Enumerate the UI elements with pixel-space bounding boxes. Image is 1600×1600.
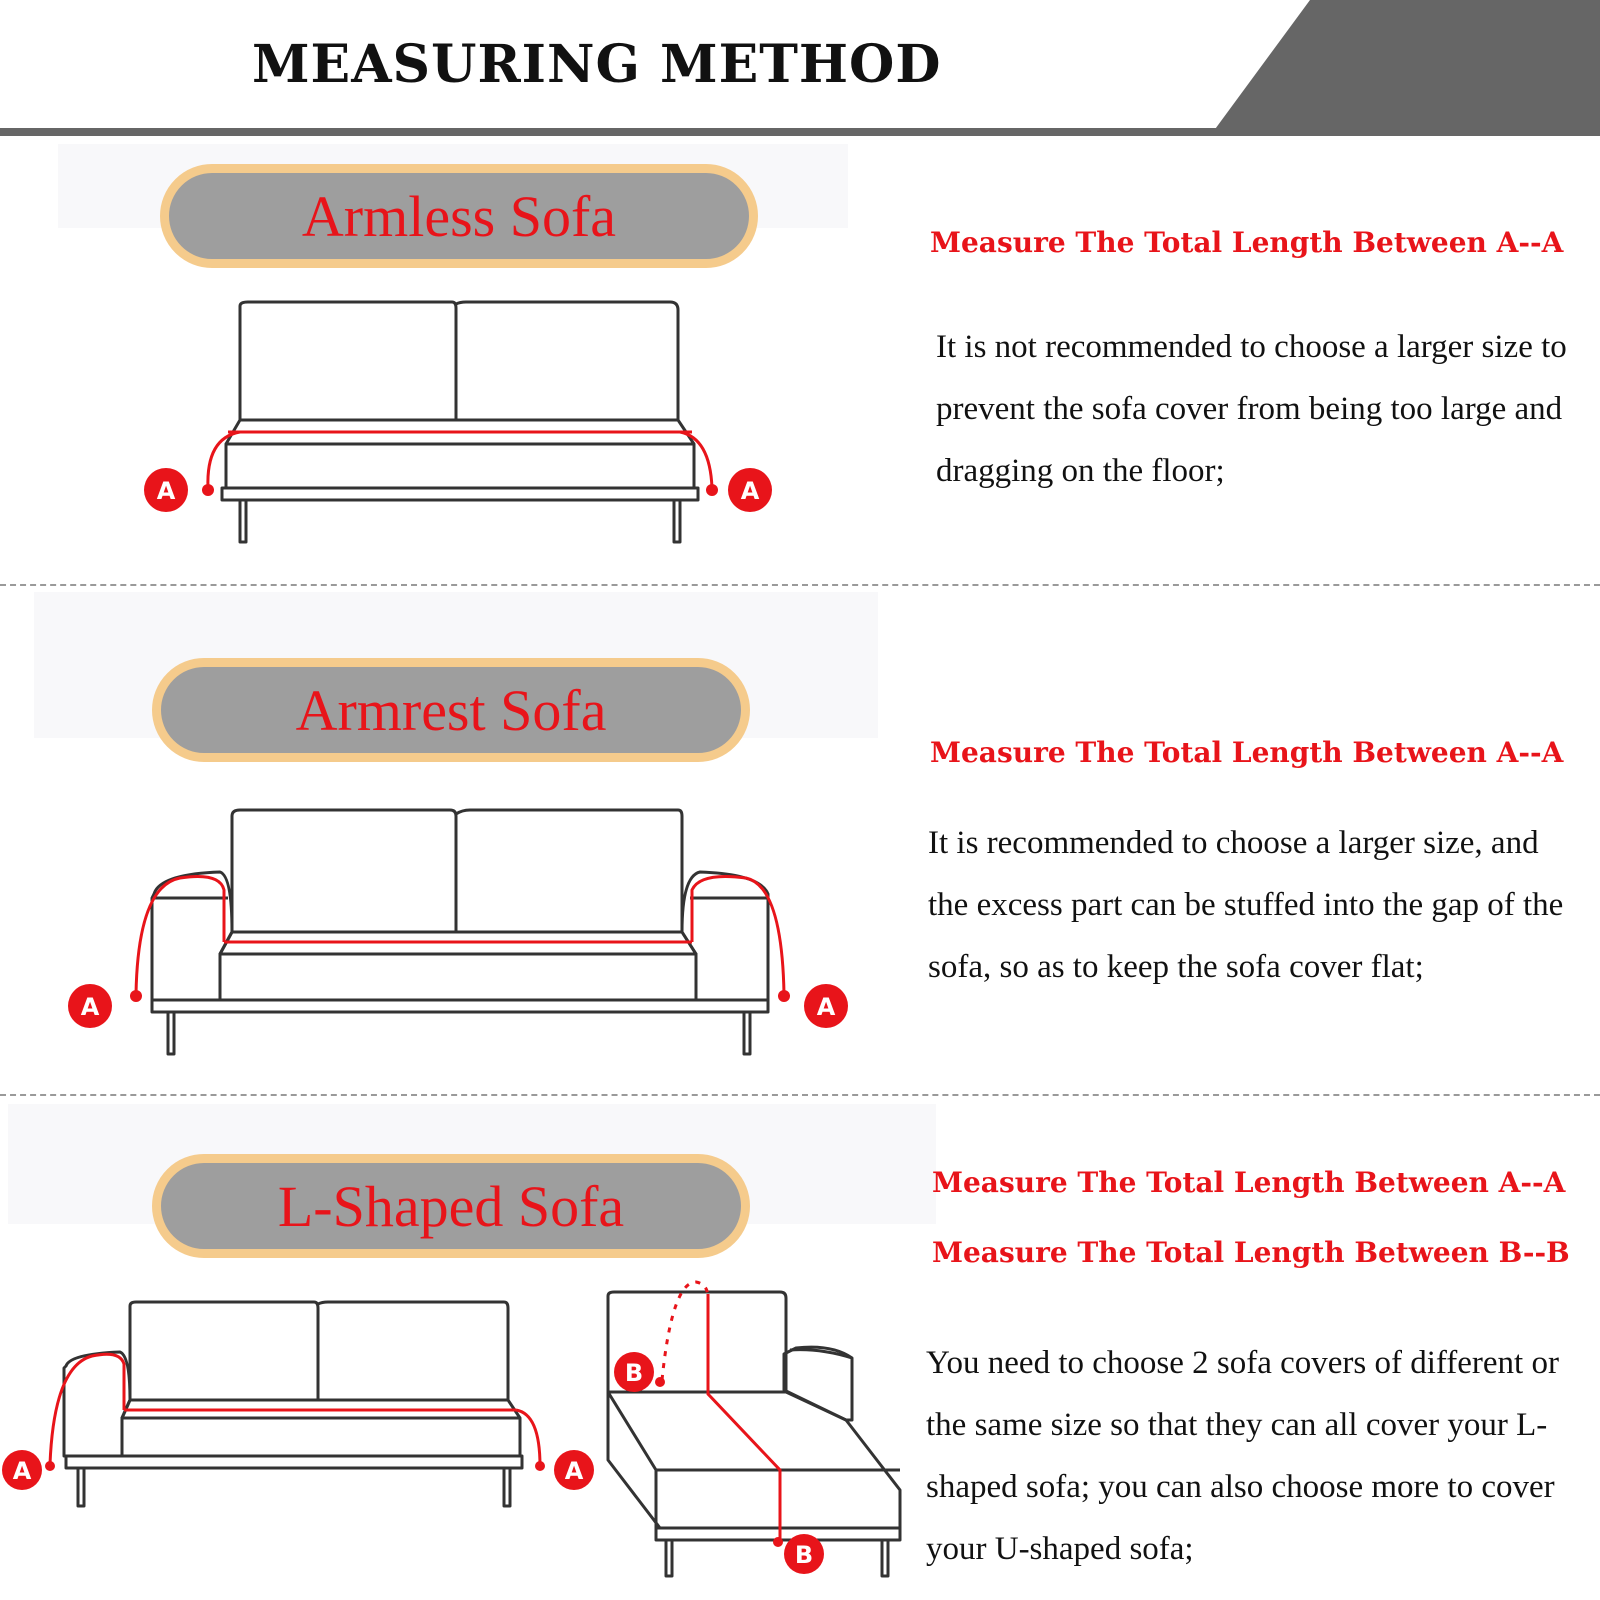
svg-text:B: B — [624, 1359, 644, 1387]
armrest-sofa-diagram — [60, 806, 860, 1066]
svg-text:A: A — [564, 1457, 584, 1485]
svg-text:A: A — [740, 477, 760, 505]
armless-sofa-pill — [160, 164, 758, 268]
marker-a-right — [554, 1450, 594, 1490]
marker-b-bottom — [784, 1534, 824, 1574]
marker-a-right — [728, 468, 772, 512]
lshaped-sofa-pill — [152, 1154, 750, 1258]
svg-text:B: B — [794, 1541, 814, 1569]
marker-a-left — [68, 984, 112, 1028]
svg-text:A: A — [156, 477, 176, 505]
page-title: MEASURING METHOD — [252, 34, 942, 95]
section-divider — [0, 584, 1600, 586]
section-divider — [0, 1094, 1600, 1096]
svg-text:A: A — [80, 993, 100, 1021]
lshaped-sofa-label: L-Shaped Sofa — [277, 1173, 625, 1239]
armless-headline: Measure The Total Length Between A--A — [930, 226, 1564, 259]
armless-description: It is not recommended to choose a larger size to prevent the sofa cover from being too large and dragging on the floor; — [936, 329, 1567, 489]
lshaped-chaise-diagram — [600, 1270, 910, 1590]
lshaped-headline-b: Measure The Total Length Between B--B — [932, 1236, 1570, 1269]
armless-sofa-label: Armless Sofa — [301, 183, 617, 249]
lshaped-description: You need to choose 2 sofa covers of different or the same size so that they can all cover your L-shaped sofa; you can also choose more to cover your U-shaped sofa; — [926, 1345, 1559, 1567]
marker-b-top — [614, 1352, 654, 1392]
svg-text:A: A — [816, 993, 836, 1021]
header-underline-bar — [0, 128, 1600, 136]
svg-text:A: A — [12, 1457, 32, 1485]
marker-a-left — [144, 468, 188, 512]
armrest-sofa-label: Armrest Sofa — [295, 677, 607, 743]
armrest-sofa-pill — [152, 658, 750, 762]
lshaped-front-diagram — [0, 1296, 600, 1516]
marker-a-left — [2, 1450, 42, 1490]
header — [0, 0, 1600, 136]
marker-a-right — [804, 984, 848, 1028]
armrest-description: It is recommended to choose a larger size, and the excess part can be stuffed into the gap of the sofa, so as to keep the sofa cover flat; — [928, 825, 1564, 985]
lshaped-headline-a: Measure The Total Length Between A--A — [932, 1166, 1566, 1199]
armless-sofa-diagram — [130, 296, 810, 556]
armrest-headline: Measure The Total Length Between A--A — [930, 736, 1564, 769]
